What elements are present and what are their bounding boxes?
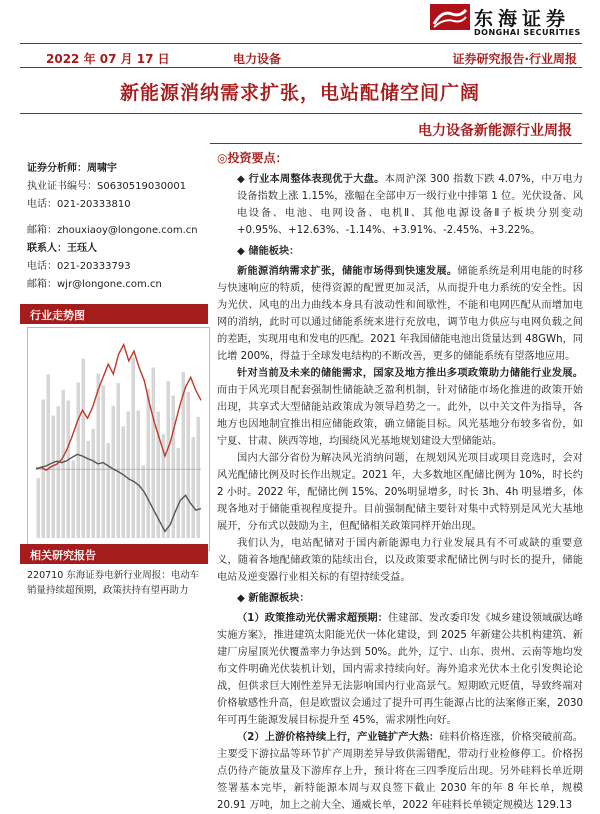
volume-bar [92,429,96,538]
volume-bar [112,406,116,538]
analyst-phone: 电话：021-20333810 [27,199,131,210]
upstream-price-text: 硅料价格连涨，价格突破前高。主要受下游拉晶等环节扩产周期差异导致供需错配，带动行业检修停工。价格拐点仍待产能放量及下游库存上升，预计将在三四季度后出现。另外硅料长单近期签署基本完毕，新特能源本周与双良签下截止 2030 年的年 8 年长单，规模 20.91 万吨，加上之前大全、通威长单，2022 年硅料长单锁定规模达 129.13 [217,732,583,811]
volume-bar [167,381,171,538]
analyst-cert: 执业证书编号：S0630519030001 [27,181,187,192]
para-storage-policy [217,365,583,450]
para-storage-demand [217,263,583,365]
volume-bar [147,389,151,538]
newenergy-section-heading: ◆ 新能源板块： [237,593,310,604]
volume-bar [102,385,106,538]
volume-bar [187,392,191,538]
pv-policy-text: 住建部、发改委印发《城乡建设领域碳达峰实施方案》，推进建筑太阳能光伏一体化建设，到 2025 年新建公共机构建筑、新建厂房屋顶光伏覆盖率力争达到 50%。此外，辽宁、山东、贵州、云南等地均发布文件明确光伏装机计划，国内需求持续向好。海外追求光伏本土化引发舆论论战，但供求巨大刚性差异无法影响国内行业高景气。短期欧元贬值，导致终端对价格敏感性升高，但是欧盟议会通过了提升可再生能源占比的法案修正案，2030 年可再生能源发展目标提升至 45%，需求刚性向好。 [217,613,583,726]
volume-bar [177,448,181,538]
volume-bar [127,411,131,538]
volume-bar [97,374,101,538]
volume-bar [107,443,111,538]
brand-logo-mark [430,4,470,30]
contact-name: 联系人：王珏人 [27,243,97,254]
volume-bar [47,374,51,538]
brand-logo-text: 东海证券 [474,8,571,30]
volume-bar [62,390,66,538]
volume-bar [197,417,201,538]
volume-bar [52,416,56,538]
trend-chart-svg [28,328,209,550]
volume-bar [37,478,41,538]
investment-points-heading: ◎投资要点： [217,151,288,165]
analyst-block [27,160,207,294]
storage-demand-lead: 新能源消纳需求扩张，储能市场得到快速发展。 [237,266,458,277]
contact-email[interactable]: 邮箱：wjr@longone.com.cn [27,279,162,290]
body-content [217,150,583,814]
brand-logo-subtext: DONGHAI SECURITIES [474,28,581,37]
volume-bar [117,383,121,538]
analyst-name: 证券分析师：周啸宇 [27,163,117,174]
volume-bar [137,410,141,538]
volume-bar [72,460,76,538]
volume-bar [192,437,196,538]
header-info-bar [0,43,600,73]
storage-demand-text: 储能系统是利用电能的时移与快速响应的特质，使得资源的配置更加灵活，从而提升电力系统的安全性。因为光伏、风电的出力曲线本身具有波动性和间歇性，不能和电网匹配从而增加电网的消纳，此时可以通过储能系统来进行充放电，调节电力供应与电网负载之间的差距，实现用电和发电的匹配。2021 年我国储能电池出货量达到 48GWh，同比增 200%，得益于全球发电结构的不断改善，更多的储能系统有望落地应用。 [217,266,583,362]
trend-chart [27,327,210,551]
trend-section-label: 行业走势图 [30,309,85,322]
volume-bar [57,406,61,538]
para-pv-policy [217,610,583,729]
para-market-summary [217,171,583,239]
analyst-email[interactable]: 邮箱：zhouxiaoy@longone.com.cn [27,225,198,236]
storage-policy-lead: 针对当前及未来的储能需求，国家及地方推出多项政策助力储能行业发展。 [237,368,583,379]
related-section-header [20,544,208,564]
title-rule [20,113,582,114]
para-storage-ratio: 国内大部分省份为解决风光消纳问题，在规划风光项目或项目竞选时，会对风光配储比例及时长作出规定。2021 年，大多数地区配储比例为 10%，时长约 2 小时。2022 年，配储比例 15%、20%明显增多，时长 3h、4h 明显增多，体现各地对于储能重视程度提升。目前强制配储主要针对集中式特别是风光大基地展开，分布式以鼓励为主，但配储相关政策同样开始出现。 [217,453,583,532]
pv-policy-lead: （1）政策推动光伏需求超预期： [237,613,388,624]
para-storage-view: 我们认为，电站配储对于国内新能源电力行业发展具有不可或缺的重要意义，随着各地配储政策的陆续出台，以及政策要求配储比例与时长的提升，储能电站及逆变器行业相关标的有望持续受益。 [217,538,583,583]
related-report-item[interactable]: 220710 东海证券电新行业周报：电动车销量持续超预期，政策扶持有望再助力 [27,570,200,596]
bullet-icon: ◆ [237,174,246,185]
report-category: 电力设备 [233,52,282,66]
subtitle-rule [210,143,582,144]
volume-bar [142,465,146,538]
report-type: 证券研究报告·行业周报 [452,52,577,66]
report-date: 2022 年 07 月 17 日 [46,52,170,66]
volume-bar [122,426,126,538]
report-subtitle: 电力设备新能源行业周报 [418,123,572,139]
market-summary-lead: 行业本周整体表现优于大盘。 [248,174,385,185]
volume-bar [77,383,81,538]
storage-policy-text: 而由于风光项目配套强制性储能缺乏盈利机制，针对储能市场化推进的政策开始出现，共享式大型储能站政策成为领导趋势之一。此外，以中关文件为指导，各地方也因地制宜推出相应储能政策，确立储能目标。风光基地分布较多省份，如宁夏、甘肃、陕西等地，均围绕风光基地规划建设大型储能站。 [217,385,583,447]
upstream-price-lead: （2）上游价格持续上行，产业链扩产大热： [237,732,440,743]
trend-section-header [20,304,208,324]
market-summary-text: 本周沪深 300 指数下跌 4.07%，中万电力设备指数上涨 1.15%，涨幅在全部申万一级行业中排第 1 位。光伏设备、风电设备、电池、电网设备、电机Ⅱ、其他电源设备Ⅱ子板块分别变动+0.95%、+12.63%、-1.14%、+3.91%、-2.45%、+3.22%。 [237,174,583,236]
volume-bar [82,359,86,538]
related-section-label: 相关研究报告 [30,549,96,562]
volume-bar [132,357,136,538]
volume-bar [87,441,91,538]
header-bottom-rule [20,67,582,68]
para-upstream-price [217,729,583,814]
report-title: 新能源消纳需求扩张，电站配储空间广阔 [119,82,480,104]
contact-phone: 电话：021-20333793 [27,261,131,272]
storage-section-heading: ◆ 储能板块： [237,246,300,257]
